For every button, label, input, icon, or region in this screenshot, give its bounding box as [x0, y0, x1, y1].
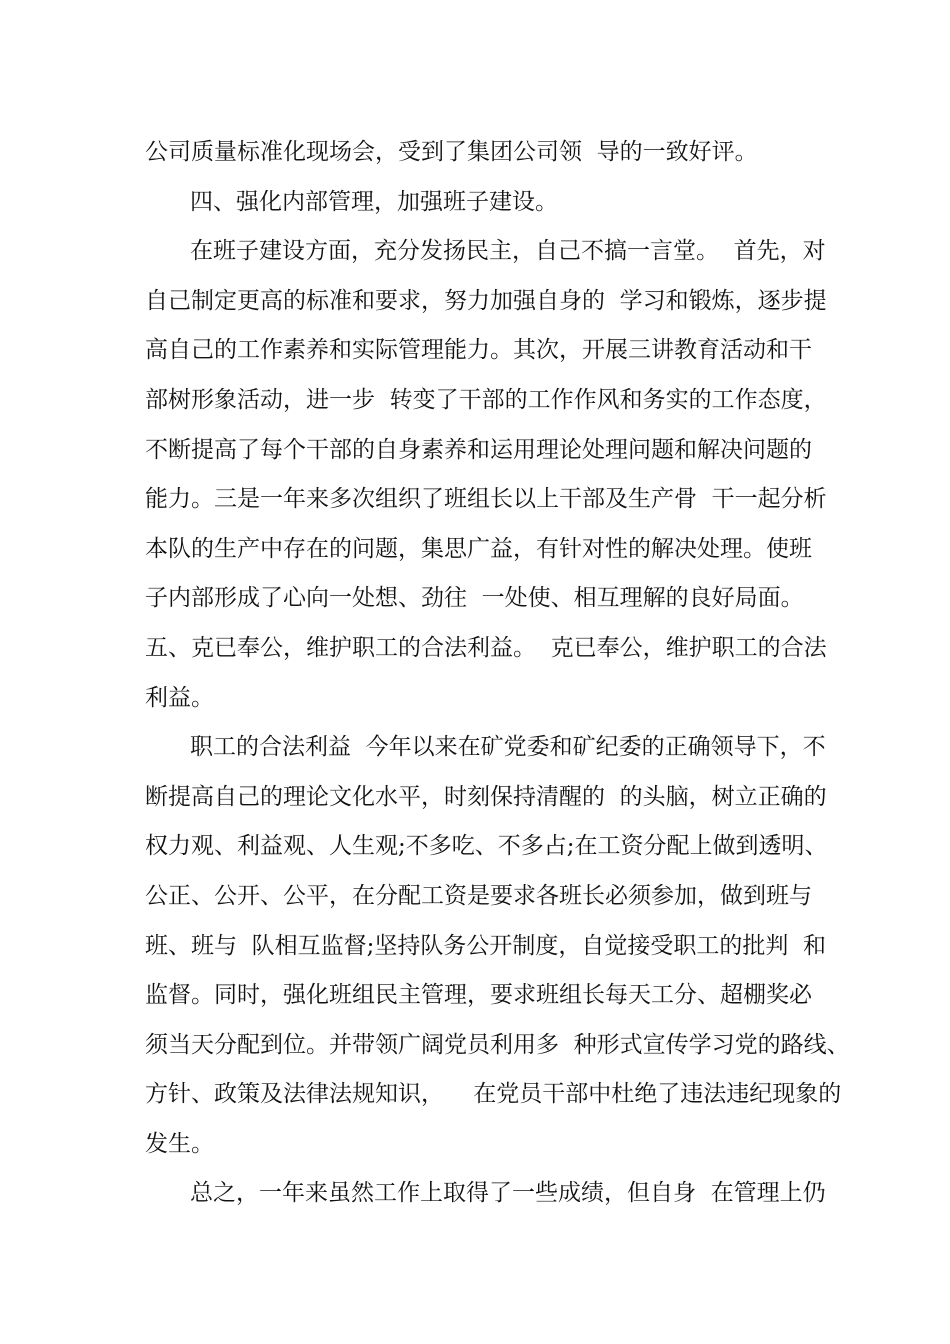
text-line: 职工的合法利益 今年以来在矿党委和矿纪委的正确领导下，不 [190, 734, 826, 761]
text-line: 权力观、利益观、人生观;不多吃、不多占;在工资分配上做到透明、 [145, 833, 828, 860]
text-line: 公司质量标准化现场会，受到了集团公司领 导的一致好评。 [145, 139, 758, 165]
document-body [0, 128, 950, 1219]
text-line: 自己制定更高的标准和要求，努力加强自身的 学习和锻炼，逐步提 [145, 287, 827, 314]
text-line: 方针、政策及法律法规知识， 在党员干部中杜绝了违法违纪现象的 [145, 1081, 842, 1108]
text-line: 总之，一年来虽然工作上取得了一些成绩，但自身 在管理上仍 [190, 1180, 826, 1207]
text-line: 利益。 [145, 684, 214, 711]
text-line: 发生。 [145, 1130, 214, 1157]
text-line: 断提高自己的理论文化水平，时刻保持清醒的 的头脑，树立正确的 [145, 783, 827, 810]
text-line: 高自己的工作素养和实际管理能力。其次，开展三讲教育活动和干 [145, 337, 812, 364]
text-line: 班、班与 队相互监督;坚持队务公开制度，自觉接受职工的批判 和 [145, 932, 826, 959]
text-line: 公正、公开、公平，在分配工资是要求各班长必须参加，做到班与 [145, 882, 812, 909]
text-line: 在班子建设方面，充分发扬民主，自己不搞一言堂。 首先，对 [190, 238, 826, 265]
text-line: 子内部形成了心向一处想、劲往 一处使、相互理解的良好局面。 [145, 585, 804, 612]
text-line: 监督。同时，强化班组民主管理，要求班组长每天工分、超棚奖必 [145, 982, 812, 1009]
text-line: 不断提高了每个干部的自身素养和运用理论处理问题和解决问题的 [145, 436, 812, 463]
text-line: 能力。三是一年来多次组织了班组长以上干部及生产骨 干一起分析 [145, 486, 827, 513]
section-heading: 四、强化内部管理，加强班子建设。 [190, 188, 558, 215]
text-line: 部树形象活动，进一步 转变了干部的工作作风和务实的工作态度， [145, 386, 827, 413]
text-line: 须当天分配到位。并带领广阔党员利用多 种形式宣传学习党的路线、 [145, 1031, 850, 1058]
text-line: 五、克已奉公，维护职工的合法利益。 克已奉公，维护职工的合法 [145, 634, 827, 661]
text-line: 本队的生产中存在的问题，集思广益，有针对性的解决处理。使班 [145, 535, 812, 562]
